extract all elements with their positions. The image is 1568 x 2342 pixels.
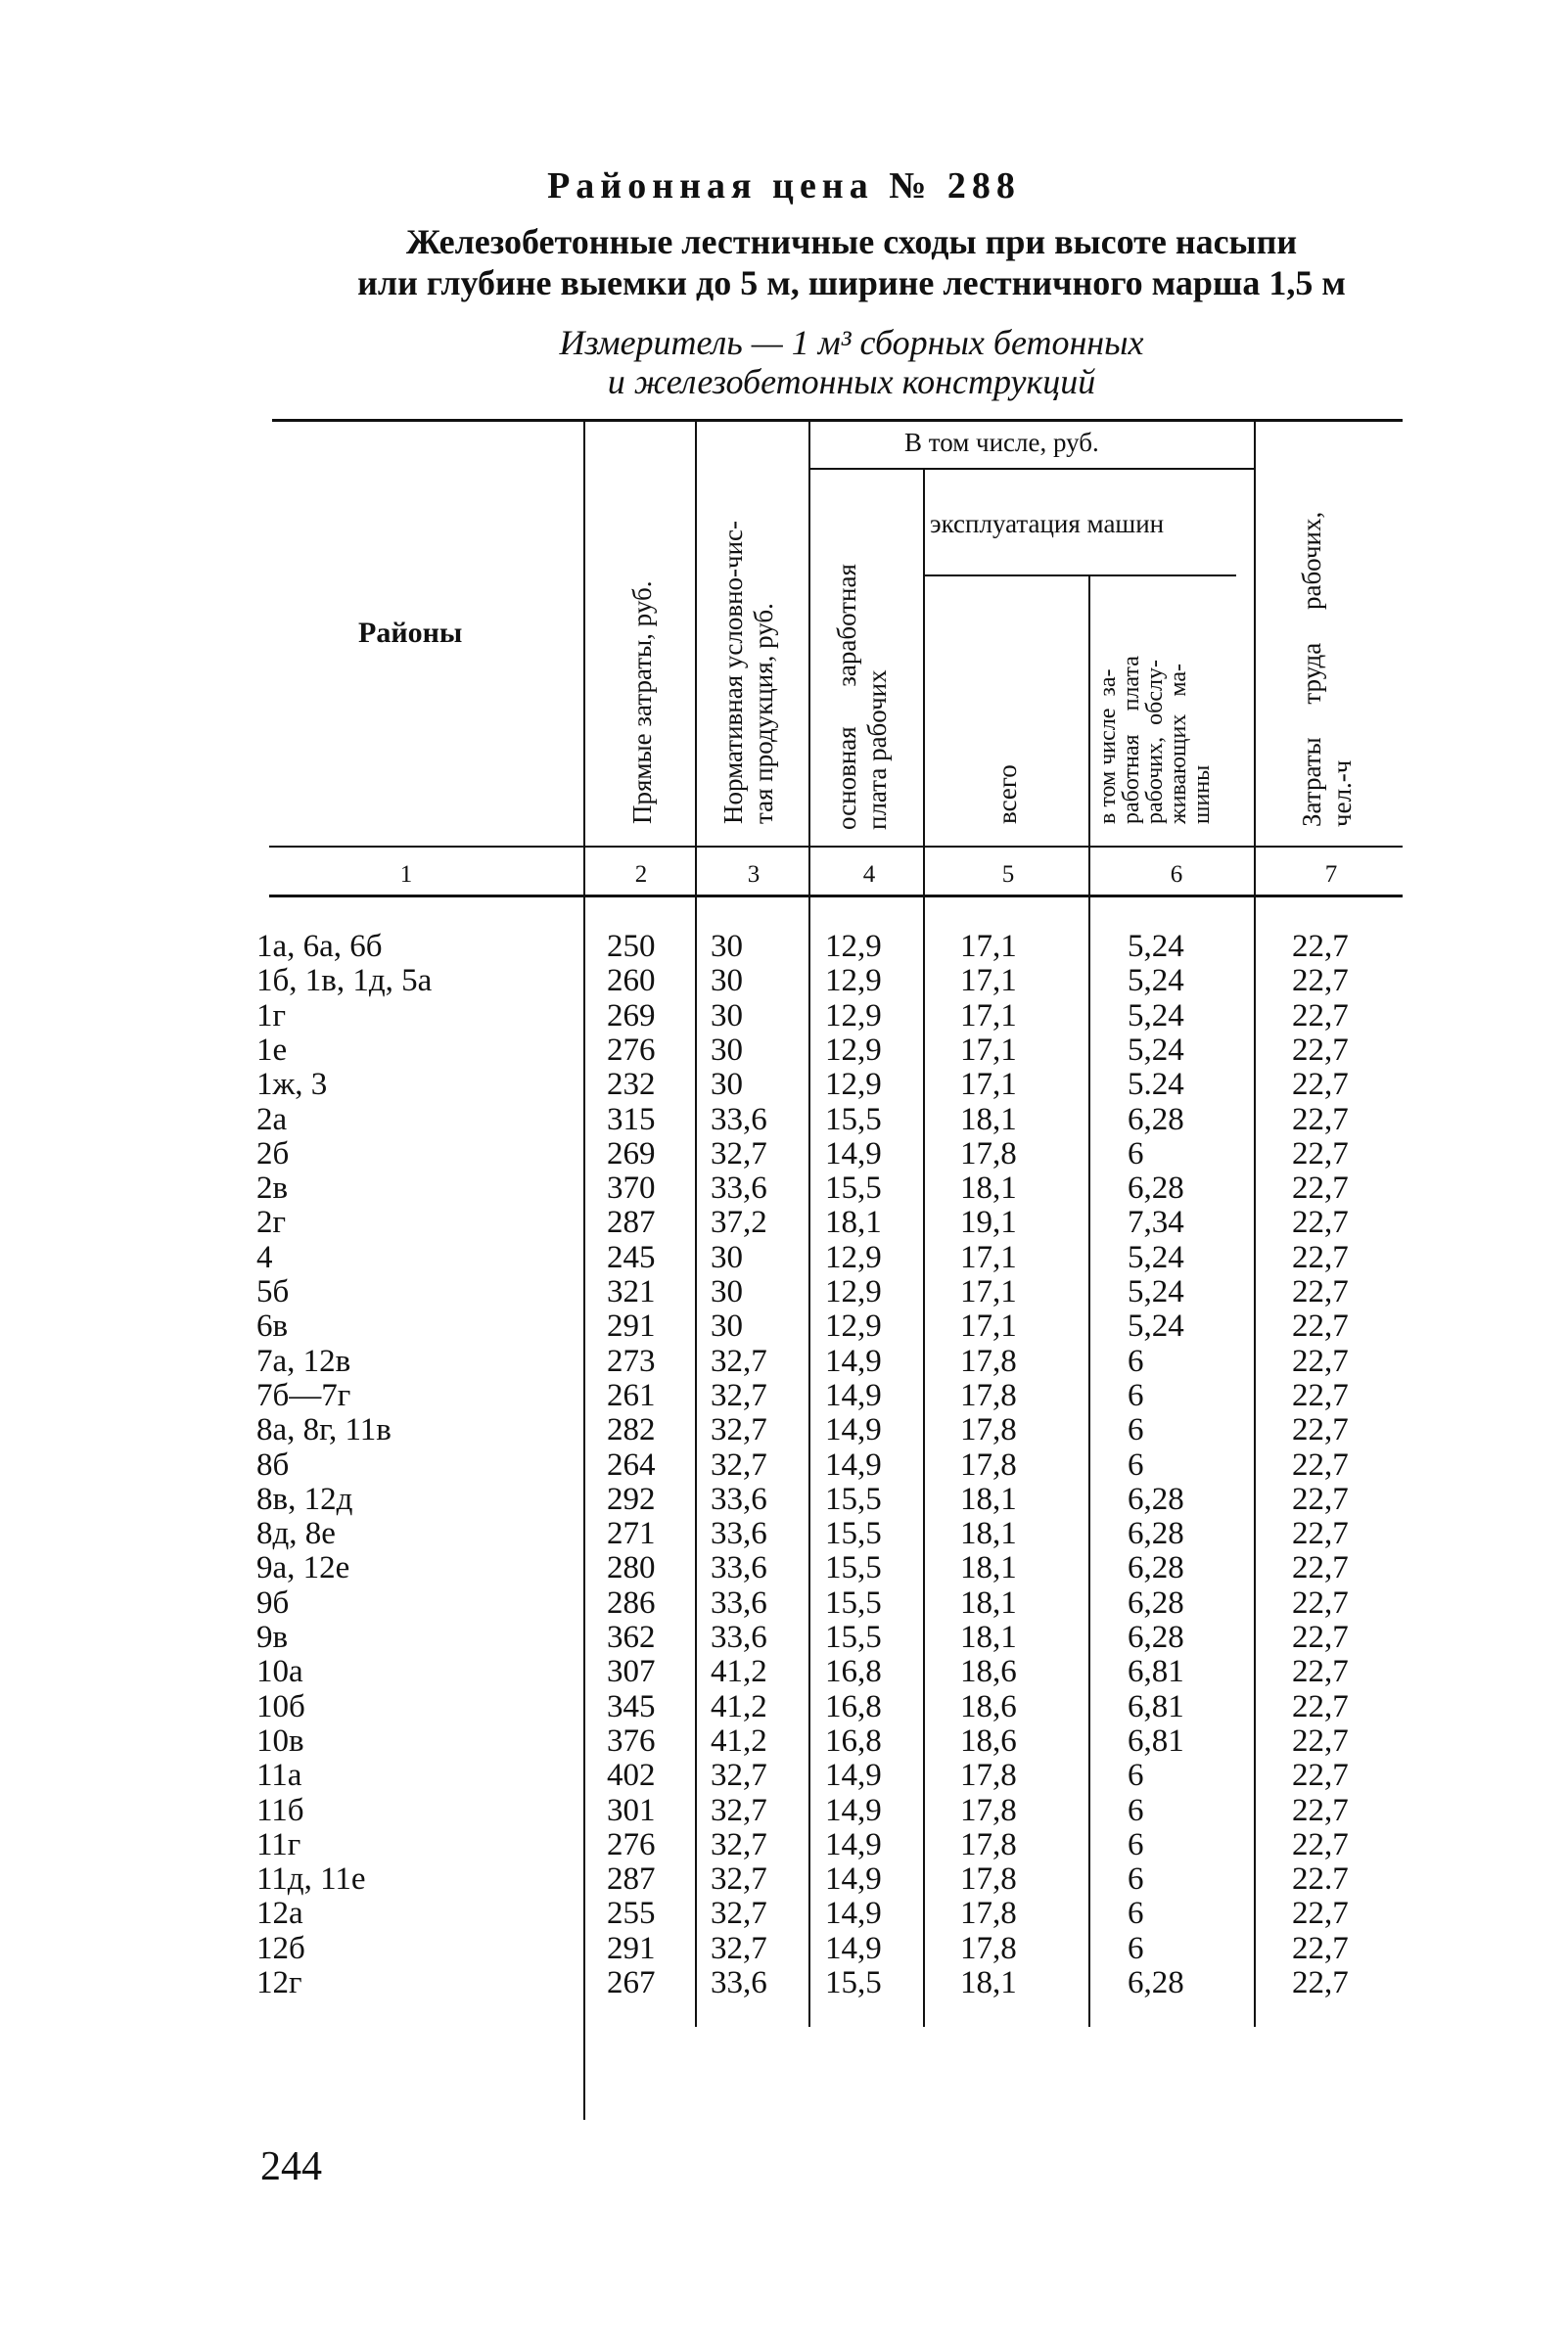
direct-cost-cell: 276 — [607, 1826, 656, 1862]
table-row — [0, 1275, 1568, 1309]
direct-cost-cell: 264 — [607, 1447, 656, 1483]
labor-cell: 22,7 — [1292, 1412, 1349, 1448]
direct-cost-cell: 370 — [607, 1171, 656, 1207]
table-row — [0, 1345, 1568, 1379]
district-cell: 1б, 1в, 1д, 5а — [256, 963, 433, 999]
normative-cell: 32,7 — [711, 1758, 767, 1794]
labor-cell: 22,7 — [1292, 1377, 1349, 1413]
direct-cost-cell: 291 — [607, 1309, 656, 1345]
header-line: в том числе за- — [1095, 668, 1121, 824]
direct-cost-cell: 282 — [607, 1412, 656, 1448]
labor-cell: 22.7 — [1292, 1861, 1349, 1898]
table-row — [0, 1862, 1568, 1897]
operator-wages-cell: 6,28 — [1128, 1101, 1184, 1137]
district-cell: 10а — [256, 1654, 303, 1690]
wages-cell: 14,9 — [825, 1930, 882, 1966]
district-cell: 6в — [256, 1309, 289, 1345]
operator-wages-cell: 6 — [1128, 1412, 1144, 1448]
operator-wages-cell: 5,24 — [1128, 1274, 1184, 1309]
table-row — [0, 964, 1568, 998]
table-row — [0, 1621, 1568, 1655]
wages-cell: 14,9 — [825, 1861, 882, 1898]
operator-wages-cell: 6 — [1128, 1343, 1144, 1379]
machine-total-cell: 17,1 — [960, 1309, 1017, 1345]
operator-wages-cell: 6,28 — [1128, 1584, 1184, 1621]
machine-total-cell: 17,8 — [960, 1930, 1017, 1966]
district-cell: 2г — [256, 1205, 287, 1241]
operator-wages-cell: 6,28 — [1128, 1965, 1184, 2000]
labor-cell: 22,7 — [1292, 1584, 1349, 1621]
direct-cost-cell: 276 — [607, 1032, 656, 1068]
direct-cost-cell: 287 — [607, 1861, 656, 1898]
machine-total-cell: 18,1 — [960, 1101, 1017, 1137]
column-number: 2 — [634, 861, 648, 888]
wages-cell: 15,5 — [825, 1584, 882, 1621]
header-line: основная заработная — [832, 564, 861, 830]
labor-cell: 22,7 — [1292, 1309, 1349, 1345]
district-cell: 1а, 6а, 6б — [256, 929, 383, 964]
header-labor — [1297, 512, 1358, 827]
header-districts: Районы — [358, 617, 463, 649]
table-row — [0, 1103, 1568, 1137]
normative-cell: 32,7 — [711, 1343, 767, 1379]
header-line: работная плата — [1119, 656, 1144, 824]
header-normative — [718, 521, 779, 824]
operator-wages-cell: 5,24 — [1128, 1032, 1184, 1068]
wages-cell: 12,9 — [825, 929, 882, 964]
header-line: рабочих, обслу- — [1142, 660, 1168, 824]
subtitle — [323, 221, 1380, 303]
operator-wages-cell: 6,28 — [1128, 1516, 1184, 1552]
machine-total-cell: 17,8 — [960, 1792, 1017, 1828]
operator-wages-cell: 6,81 — [1128, 1688, 1184, 1724]
machine-total-cell: 17,1 — [960, 997, 1017, 1033]
operator-wages-cell: 6 — [1128, 1792, 1144, 1828]
column-number: 5 — [1001, 861, 1015, 888]
table-row — [0, 1068, 1568, 1102]
machine-total-cell: 17,8 — [960, 1758, 1017, 1794]
header-line: живающих ма- — [1166, 663, 1191, 824]
table-row — [0, 1794, 1568, 1828]
wages-cell: 16,8 — [825, 1654, 882, 1690]
labor-cell: 22,7 — [1292, 929, 1349, 964]
labor-cell: 22,7 — [1292, 1135, 1349, 1171]
table-row — [0, 1241, 1568, 1275]
district-cell: 11б — [256, 1792, 304, 1828]
table-row — [0, 1897, 1568, 1931]
table-row — [0, 1551, 1568, 1585]
district-cell: 2б — [256, 1135, 290, 1171]
machine-total-cell: 17,1 — [960, 929, 1017, 964]
wages-cell: 15,5 — [825, 1550, 882, 1586]
district-cell: 5б — [256, 1274, 290, 1309]
labor-cell: 22,7 — [1292, 1550, 1349, 1586]
normative-cell: 33,6 — [711, 1620, 767, 1655]
wages-cell: 18,1 — [825, 1205, 882, 1241]
machine-total-cell: 17,1 — [960, 1032, 1017, 1068]
direct-cost-cell: 376 — [607, 1722, 656, 1759]
normative-cell: 32,7 — [711, 1447, 767, 1483]
table-row — [0, 1966, 1568, 2000]
machine-total-cell: 18,6 — [960, 1688, 1017, 1724]
normative-cell: 30 — [711, 1032, 743, 1068]
column-number: 6 — [1170, 861, 1183, 888]
machine-total-cell: 19,1 — [960, 1205, 1017, 1241]
wages-cell: 15,5 — [825, 1620, 882, 1655]
measure-unit — [489, 323, 1214, 401]
machine-total-cell: 18,1 — [960, 1550, 1017, 1586]
wages-cell: 16,8 — [825, 1688, 882, 1724]
header-line: чел.-ч — [1327, 759, 1357, 827]
including-rule — [808, 468, 1254, 470]
wages-cell: 15,5 — [825, 1516, 882, 1552]
machine-total-cell: 18,1 — [960, 1584, 1017, 1621]
labor-cell: 22,7 — [1292, 1654, 1349, 1690]
normative-cell: 41,2 — [711, 1654, 767, 1690]
wages-cell: 15,5 — [825, 1965, 882, 2000]
direct-cost-cell: 273 — [607, 1343, 656, 1379]
header-line: шины — [1189, 764, 1215, 824]
column-number: 7 — [1324, 861, 1338, 888]
direct-cost-cell: 250 — [607, 929, 656, 964]
table-row — [0, 1932, 1568, 1966]
page-number: 244 — [260, 2144, 322, 2189]
district-cell: 2а — [256, 1101, 288, 1137]
district-cell: 11г — [256, 1826, 301, 1862]
measure-line: и железобетонных конструкций — [607, 362, 1096, 401]
operator-wages-cell: 6,28 — [1128, 1481, 1184, 1517]
machine-total-cell: 17,1 — [960, 1067, 1017, 1103]
header-bottom-rule — [269, 846, 1403, 848]
normative-cell: 33,6 — [711, 1516, 767, 1552]
table-top-rule — [272, 419, 1403, 422]
wages-cell: 14,9 — [825, 1896, 882, 1932]
operator-wages-cell: 6,28 — [1128, 1171, 1184, 1207]
labor-cell: 22,7 — [1292, 1826, 1349, 1862]
district-cell: 9б — [256, 1584, 290, 1621]
labor-cell: 22,7 — [1292, 1239, 1349, 1275]
labor-cell: 22,7 — [1292, 1171, 1349, 1207]
labor-cell: 22,7 — [1292, 963, 1349, 999]
machine-total-cell: 18,1 — [960, 1481, 1017, 1517]
column-number: 3 — [747, 861, 761, 888]
header-line: тая продукция, руб. — [749, 603, 778, 824]
direct-cost-cell: 345 — [607, 1688, 656, 1724]
normative-cell: 32,7 — [711, 1826, 767, 1862]
district-cell: 12г — [256, 1965, 302, 2000]
labor-cell: 22,7 — [1292, 1930, 1349, 1966]
table-row — [0, 1448, 1568, 1483]
direct-cost-cell: 321 — [607, 1274, 656, 1309]
labor-cell: 22,7 — [1292, 1032, 1349, 1068]
district-cell: 9а, 12е — [256, 1550, 350, 1586]
machine-total-cell: 17,8 — [960, 1412, 1017, 1448]
normative-cell: 32,7 — [711, 1792, 767, 1828]
wages-cell: 12,9 — [825, 1067, 882, 1103]
normative-cell: 30 — [711, 1239, 743, 1275]
table-row — [0, 1690, 1568, 1724]
labor-cell: 22,7 — [1292, 1067, 1349, 1103]
district-cell: 4 — [256, 1239, 273, 1275]
district-cell: 12а — [256, 1896, 303, 1932]
machine-total-cell: 17,8 — [960, 1343, 1017, 1379]
machine-total-cell: 17,8 — [960, 1447, 1017, 1483]
machine-total-cell: 18,6 — [960, 1722, 1017, 1759]
machine-total-cell: 17,1 — [960, 1274, 1017, 1309]
labor-cell: 22,7 — [1292, 1481, 1349, 1517]
table-row — [0, 1724, 1568, 1759]
direct-cost-cell: 291 — [607, 1930, 656, 1966]
operator-wages-cell: 5,24 — [1128, 929, 1184, 964]
operator-wages-cell: 6 — [1128, 1135, 1144, 1171]
wages-cell: 12,9 — [825, 997, 882, 1033]
labor-cell: 22,7 — [1292, 997, 1349, 1033]
direct-cost-cell: 362 — [607, 1620, 656, 1655]
normative-cell: 33,6 — [711, 1171, 767, 1207]
wages-cell: 14,9 — [825, 1412, 882, 1448]
district-cell: 7а, 12в — [256, 1343, 351, 1379]
machine-total-cell: 17,1 — [960, 1239, 1017, 1275]
table-row — [0, 1309, 1568, 1344]
machine-total-cell: 17,8 — [960, 1896, 1017, 1932]
table-row — [0, 1517, 1568, 1551]
labor-cell: 22,7 — [1292, 1274, 1349, 1309]
labor-cell: 22,7 — [1292, 1101, 1349, 1137]
operator-wages-cell: 5,24 — [1128, 1239, 1184, 1275]
table-row — [0, 1828, 1568, 1862]
machine-total-cell: 18,1 — [960, 1516, 1017, 1552]
labor-cell: 22,7 — [1292, 1688, 1349, 1724]
wages-cell: 12,9 — [825, 1239, 882, 1275]
normative-cell: 32,7 — [711, 1135, 767, 1171]
direct-cost-cell: 245 — [607, 1239, 656, 1275]
operator-wages-cell: 6 — [1128, 1930, 1144, 1966]
labor-cell: 22,7 — [1292, 1343, 1349, 1379]
operator-wages-cell: 6 — [1128, 1826, 1144, 1862]
table-row — [0, 1137, 1568, 1171]
wages-cell: 12,9 — [825, 1274, 882, 1309]
labor-cell: 22,7 — [1292, 1792, 1349, 1828]
normative-cell: 33,6 — [711, 1584, 767, 1621]
operator-wages-cell: 5.24 — [1128, 1067, 1184, 1103]
district-cell: 8б — [256, 1447, 290, 1483]
header-operator-wages — [1096, 656, 1214, 824]
table-row — [0, 1033, 1568, 1068]
wages-cell: 12,9 — [825, 1032, 882, 1068]
direct-cost-cell: 286 — [607, 1584, 656, 1621]
subtitle-line: или глубине выемки до 5 м, ширине лестничного марша 1,5 м — [357, 263, 1346, 302]
wages-cell: 14,9 — [825, 1758, 882, 1794]
header-direct-costs: Прямые затраты, руб. — [627, 580, 657, 824]
operator-wages-cell: 6,28 — [1128, 1550, 1184, 1586]
district-cell: 10б — [256, 1688, 305, 1724]
direct-cost-cell: 315 — [607, 1101, 656, 1137]
district-cell: 9в — [256, 1620, 289, 1655]
operator-wages-cell: 6 — [1128, 1377, 1144, 1413]
table-row — [0, 930, 1568, 964]
table-row — [0, 1171, 1568, 1206]
header-line: Затраты труда рабочих, — [1297, 511, 1326, 827]
operator-wages-cell: 5,24 — [1128, 963, 1184, 999]
measure-line: Измеритель — 1 м³ сборных бетонных — [559, 323, 1144, 362]
normative-cell: 37,2 — [711, 1205, 767, 1241]
wages-cell: 12,9 — [825, 1309, 882, 1345]
direct-cost-cell: 301 — [607, 1792, 656, 1828]
header-base-wages — [832, 564, 893, 830]
district-cell: 11д, 11е — [256, 1861, 366, 1898]
machine-total-cell: 17,8 — [960, 1135, 1017, 1171]
wages-cell: 14,9 — [825, 1447, 882, 1483]
table-row — [0, 1759, 1568, 1793]
machine-total-cell: 18,1 — [960, 1965, 1017, 2000]
direct-cost-cell: 402 — [607, 1758, 656, 1794]
normative-cell: 33,6 — [711, 1101, 767, 1137]
labor-cell: 22,7 — [1292, 1447, 1349, 1483]
district-cell: 10в — [256, 1722, 304, 1759]
wages-cell: 15,5 — [825, 1481, 882, 1517]
machine-total-cell: 17,8 — [960, 1826, 1017, 1862]
operator-wages-cell: 6 — [1128, 1758, 1144, 1794]
direct-cost-cell: 260 — [607, 963, 656, 999]
direct-cost-cell: 307 — [607, 1654, 656, 1690]
direct-cost-cell: 267 — [607, 1965, 656, 2000]
machine-total-cell: 18,1 — [960, 1171, 1017, 1207]
normative-cell: 30 — [711, 929, 743, 964]
table-row — [0, 1483, 1568, 1517]
labor-cell: 22,7 — [1292, 1758, 1349, 1794]
machines-rule — [925, 574, 1236, 576]
operator-wages-cell: 5,24 — [1128, 997, 1184, 1033]
labor-cell: 22,7 — [1292, 1205, 1349, 1241]
page-title: Районная цена № 288 — [547, 165, 1021, 207]
normative-cell: 30 — [711, 1274, 743, 1309]
normative-cell: 30 — [711, 997, 743, 1033]
wages-cell: 14,9 — [825, 1792, 882, 1828]
district-cell: 8в, 12д — [256, 1481, 353, 1517]
district-cell: 1е — [256, 1032, 288, 1068]
normative-cell: 33,6 — [711, 1965, 767, 2000]
direct-cost-cell: 271 — [607, 1516, 656, 1552]
table-row — [0, 999, 1568, 1033]
normative-cell: 32,7 — [711, 1930, 767, 1966]
machine-total-cell: 17,8 — [960, 1861, 1017, 1898]
wages-cell: 12,9 — [825, 963, 882, 999]
district-cell: 11а — [256, 1758, 302, 1794]
district-cell: 7б—7г — [256, 1377, 351, 1413]
normative-cell: 32,7 — [711, 1861, 767, 1898]
operator-wages-cell: 6,81 — [1128, 1654, 1184, 1690]
direct-cost-cell: 287 — [607, 1205, 656, 1241]
column-number: 1 — [399, 861, 413, 888]
normative-cell: 41,2 — [711, 1722, 767, 1759]
table-row — [0, 1379, 1568, 1413]
direct-cost-cell: 232 — [607, 1067, 656, 1103]
table-row — [0, 1413, 1568, 1447]
direct-cost-cell: 261 — [607, 1377, 656, 1413]
operator-wages-cell: 7,34 — [1128, 1205, 1184, 1241]
machine-total-cell: 17,8 — [960, 1377, 1017, 1413]
wages-cell: 14,9 — [825, 1135, 882, 1171]
wages-cell: 16,8 — [825, 1722, 882, 1759]
direct-cost-cell: 269 — [607, 997, 656, 1033]
header-machine-operation: эксплуатация машин — [930, 509, 1165, 538]
direct-cost-cell: 269 — [607, 1135, 656, 1171]
normative-cell: 32,7 — [711, 1896, 767, 1932]
district-cell: 8а, 8г, 11в — [256, 1412, 392, 1448]
normative-cell: 41,2 — [711, 1688, 767, 1724]
column-number: 4 — [862, 861, 876, 888]
wages-cell: 15,5 — [825, 1101, 882, 1137]
wages-cell: 15,5 — [825, 1171, 882, 1207]
machine-total-cell: 17,1 — [960, 963, 1017, 999]
operator-wages-cell: 6 — [1128, 1447, 1144, 1483]
table-row — [0, 1655, 1568, 1689]
operator-wages-cell: 6 — [1128, 1861, 1144, 1898]
direct-cost-cell: 255 — [607, 1896, 656, 1932]
wages-cell: 14,9 — [825, 1377, 882, 1413]
normative-cell: 30 — [711, 963, 743, 999]
normative-cell: 32,7 — [711, 1412, 767, 1448]
machine-total-cell: 18,1 — [960, 1620, 1017, 1655]
machine-total-cell: 18,6 — [960, 1654, 1017, 1690]
normative-cell: 30 — [711, 1067, 743, 1103]
normative-cell: 33,6 — [711, 1481, 767, 1517]
table-row — [0, 1586, 1568, 1621]
operator-wages-cell: 6,28 — [1128, 1620, 1184, 1655]
header-including: В том числе, руб. — [904, 428, 1099, 457]
labor-cell: 22,7 — [1292, 1620, 1349, 1655]
district-cell: 1ж, 3 — [256, 1067, 328, 1103]
table-row — [0, 1206, 1568, 1240]
operator-wages-cell: 6,81 — [1128, 1722, 1184, 1759]
normative-cell: 33,6 — [711, 1550, 767, 1586]
direct-cost-cell: 292 — [607, 1481, 656, 1517]
district-cell: 8д, 8е — [256, 1516, 336, 1552]
district-cell: 1г — [256, 997, 287, 1033]
normative-cell: 30 — [711, 1309, 743, 1345]
header-line: Нормативная условно-чис- — [718, 520, 748, 824]
labor-cell: 22,7 — [1292, 1896, 1349, 1932]
header-total: всего — [992, 764, 1022, 824]
operator-wages-cell: 6 — [1128, 1896, 1144, 1932]
wages-cell: 14,9 — [825, 1343, 882, 1379]
header-line: плата рабочих — [862, 669, 892, 830]
district-cell: 2в — [256, 1171, 289, 1207]
column-number-rule — [269, 895, 1403, 897]
normative-cell: 32,7 — [711, 1377, 767, 1413]
labor-cell: 22,7 — [1292, 1965, 1349, 2000]
labor-cell: 22,7 — [1292, 1516, 1349, 1552]
direct-cost-cell: 280 — [607, 1550, 656, 1586]
labor-cell: 22,7 — [1292, 1722, 1349, 1759]
district-cell: 12б — [256, 1930, 305, 1966]
operator-wages-cell: 5,24 — [1128, 1309, 1184, 1345]
subtitle-line: Железобетонные лестничные сходы при высоте насыпи — [405, 222, 1298, 261]
wages-cell: 14,9 — [825, 1826, 882, 1862]
